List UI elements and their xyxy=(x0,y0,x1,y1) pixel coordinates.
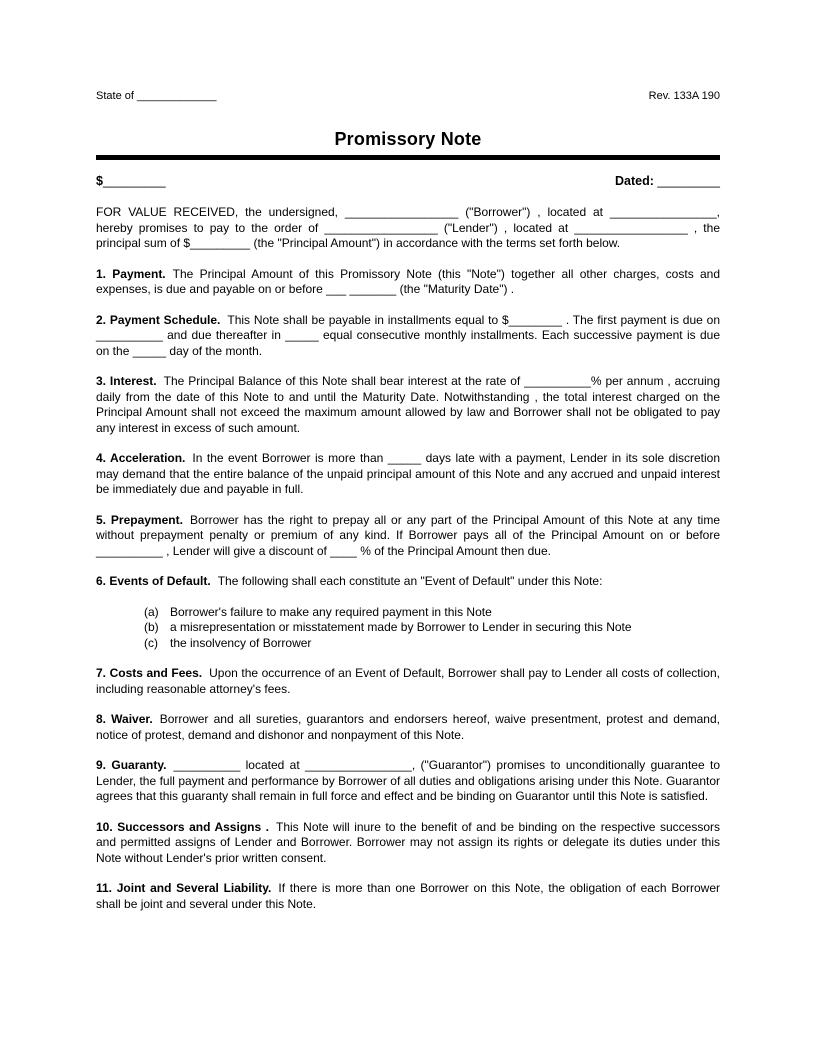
document-title: Promissory Note xyxy=(334,129,482,149)
list-marker: (b) xyxy=(144,620,159,634)
section-body: This Note shall be payable in installments equal to $________ . The first payment is due on __________ and due thereafter in _____ equal consecutive monthly installments. Each successive payment is due on the _____ day of the month. xyxy=(96,312,720,358)
list-marker: (c) xyxy=(144,635,158,650)
state-of-blank: _____________ xyxy=(136,90,217,102)
section-prepayment xyxy=(96,513,720,560)
list-item-text: Borrower's failure to make any required payment in this Note xyxy=(170,604,492,619)
list-item xyxy=(144,605,720,621)
section-costs-and-fees xyxy=(96,666,720,697)
section-payment-schedule xyxy=(96,313,720,360)
section-guaranty xyxy=(96,758,720,805)
list-item xyxy=(144,620,720,636)
section-body: Upon the occurrence of an Event of Default, Borrower shall pay to Lender all costs of collection, including reasonable attorney's fees. xyxy=(96,666,720,696)
events-of-default-list xyxy=(96,605,720,652)
section-body: The Principal Amount of this Promissory Note (this "Note") together all other charges, costs and expenses, is due and payable on or before ___ _______ (the "Maturity Date") . xyxy=(96,266,720,296)
dated-label: Dated: xyxy=(615,174,654,188)
list-marker: (a) xyxy=(144,604,159,619)
section-joint-and-several-liability xyxy=(96,881,720,912)
section-heading: 9. Guaranty. xyxy=(96,758,167,772)
section-body: __________ located at ________________, ("Guarantor") promises to unconditionally guarantee to Lender, the full payment and performance by Borrower of all duties and obligations arising under this Note. Guarantor agrees that this guaranty shall remain in full force and effect and be binding on Guarantor until this Note is satisfied. xyxy=(96,758,721,803)
list-item-text: the insolvency of Borrower xyxy=(170,635,312,650)
section-successors-and-assigns xyxy=(96,820,720,867)
section-body: The following shall each constitute an "Event of Default" under this Note: xyxy=(217,574,603,588)
section-payment xyxy=(96,267,720,298)
section-heading: 10. Successors and Assigns . xyxy=(96,819,269,834)
section-heading: 2. Payment Schedule. xyxy=(96,312,221,327)
state-of-label: State of xyxy=(96,90,134,102)
section-acceleration xyxy=(96,451,720,498)
state-of-line xyxy=(96,89,217,103)
title-rule xyxy=(96,155,720,160)
section-heading: 8. Waiver. xyxy=(96,712,153,726)
section-heading: 3. Interest. xyxy=(96,374,157,388)
currency-symbol: $ xyxy=(96,174,103,188)
section-body: Borrower has the right to prepay all or any part of the Principal Amount of this Note at any time without prepayment penalty or premium of any kind. If Borrower pays all of the Principal Amount on or before __________ , Lender will give a discount of ____ % of the Principal Amount then due. xyxy=(96,512,721,558)
revision-label: Rev. 133A 190 xyxy=(648,90,720,102)
section-body: In the event Borrower is more than _____ days late with a payment, Lender in its sole discretion may demand that the entire balance of the unpaid principal amount of this Note and any accrued and unpaid interest be immediately due and payable in full. xyxy=(96,451,721,496)
list-item xyxy=(144,636,720,652)
section-body: Borrower and all sureties, guarantors and endorsers hereof, waive presentment, protest and demand, notice of protest, demand and dishonor and nonpayment of this Note. xyxy=(96,712,720,742)
doc-header xyxy=(96,89,720,103)
section-body: The Principal Balance of this Note shall bear interest at the rate of __________% per annum , accruing daily from the date of this Note to and until the Maturity Date. Notwithstanding , the total interest charged on the Principal Amount shall not exceed the maximum amount allowed by law and Borrower shall not be obligated to pay any interest in excess of such amount. xyxy=(96,374,721,435)
intro-paragraph: FOR VALUE RECEIVED, the undersigned, _________________ ("Borrower") , located at ________________, hereby promises to pay to the order of _________________ ("Lender") , located at _________________ , the principal sum of $_________ (the "Principal Amount") in accordance with the terms set forth below. xyxy=(96,205,720,250)
section-events-of-default xyxy=(96,574,720,590)
section-heading: 4. Acceleration. xyxy=(96,451,186,465)
section-interest xyxy=(96,374,720,436)
section-heading: 6. Events of Default. xyxy=(96,574,211,588)
principal-amount-line xyxy=(96,174,166,189)
section-body: This Note will inure to the benefit of and be binding on the respective successors and permitted assigns of Lender and Borrower. Borrower may not assign its rights or delegate its duties under this Note without Lender's prior written consent. xyxy=(96,819,720,865)
section-heading: 11. Joint and Several Liability. xyxy=(96,881,272,895)
section-heading: 7. Costs and Fees. xyxy=(96,666,203,680)
list-item-text: a misrepresentation or misstatement made by Borrower to Lender in securing this Note xyxy=(170,620,632,634)
section-heading: 5. Prepayment. xyxy=(96,512,183,527)
dated-blank: _________ xyxy=(657,174,720,188)
section-heading: 1. Payment. xyxy=(96,266,166,281)
dated-line xyxy=(615,174,720,189)
section-waiver xyxy=(96,712,720,743)
section-body: If there is more than one Borrower on this Note, the obligation of each Borrower shall be joint and several under this Note. xyxy=(96,881,721,911)
amount-blank: _________ xyxy=(102,174,166,188)
amount-dated-row xyxy=(96,174,720,189)
